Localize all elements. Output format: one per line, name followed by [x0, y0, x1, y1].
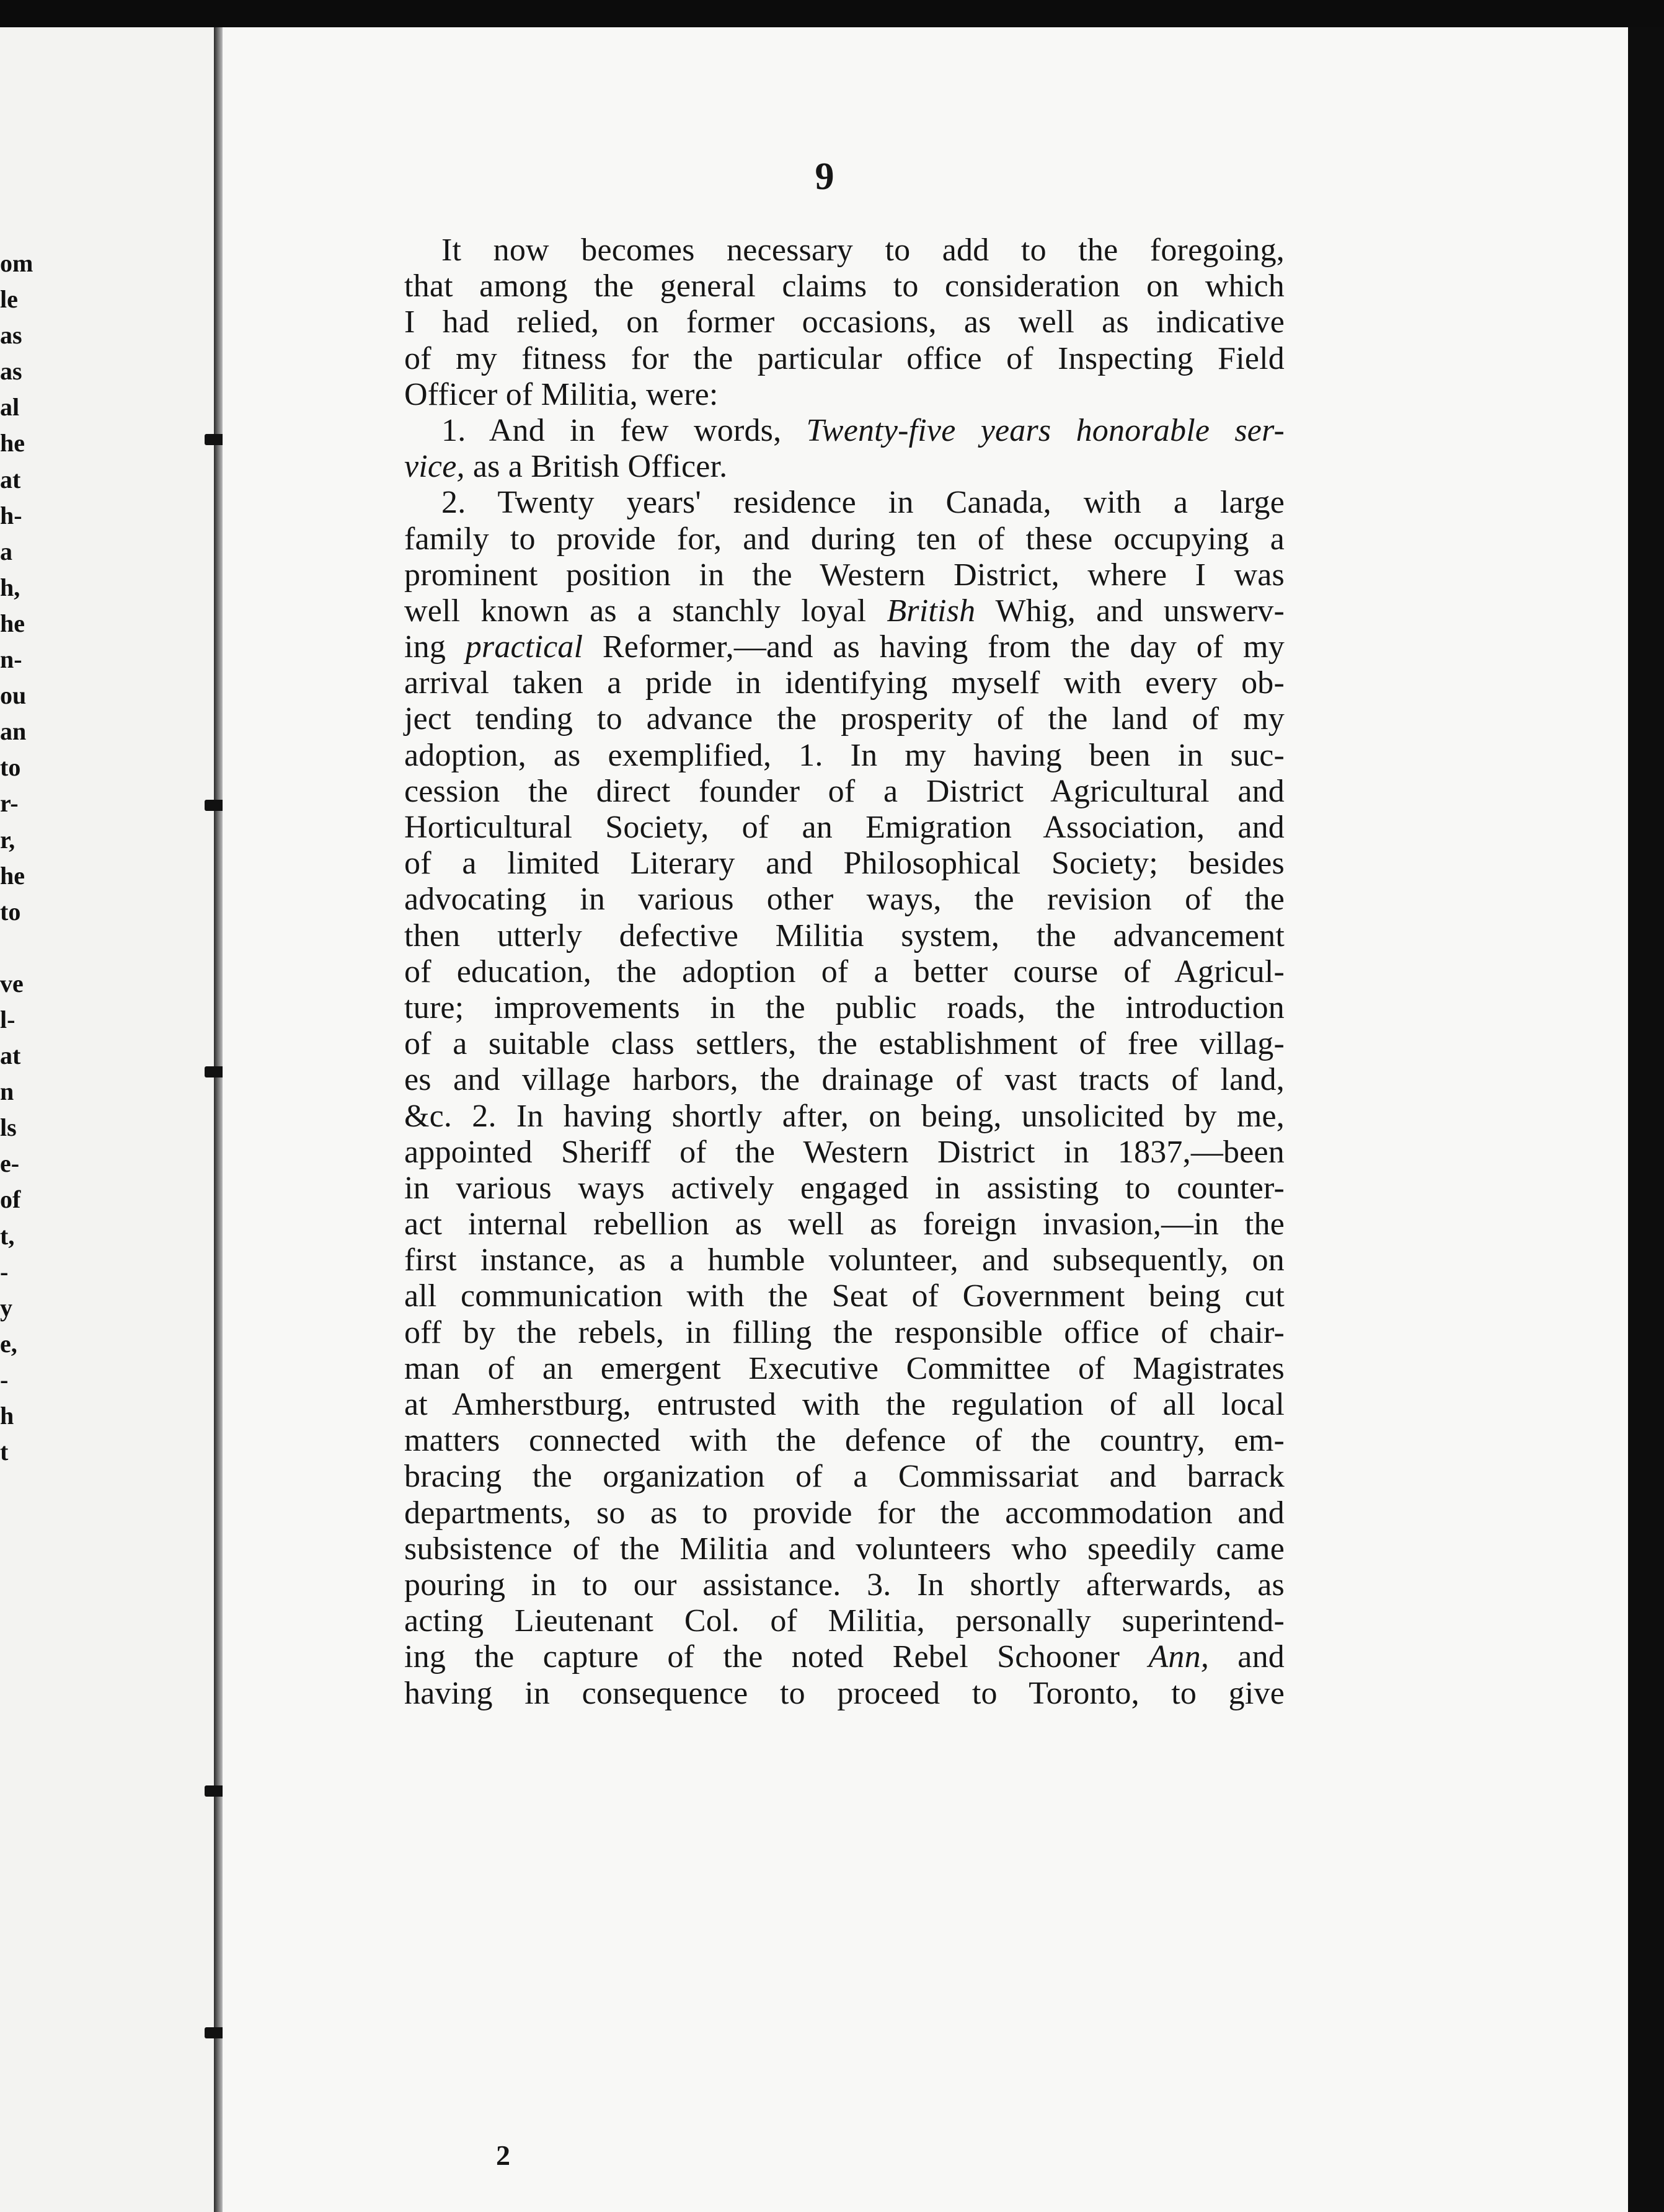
facing-page-fragment: - [0, 1365, 9, 1394]
text-run: arrival taken a pride in identifying myself with every ob- [404, 665, 1285, 701]
scan-right-border [1628, 27, 1664, 2212]
facing-page-fragment: y [0, 1293, 12, 1322]
facing-page-fragment [0, 930, 56, 966]
facing-page-fragment: r, [0, 825, 15, 854]
text-line [404, 738, 1285, 774]
text-line [404, 990, 1285, 1026]
italic-text: British [887, 593, 976, 629]
text-line [404, 1676, 1285, 1712]
signature-mark: 2 [496, 2139, 510, 2171]
facing-page-fragment: as [0, 357, 22, 386]
text-run: Horticultural Society, of an Emigration Association, and [404, 810, 1285, 845]
text-line [404, 774, 1285, 810]
text-run: family to provide for, and during ten of these occupying a [404, 521, 1285, 557]
text-line [404, 1206, 1285, 1242]
text-line [404, 413, 1285, 449]
facing-page-fragment: as [0, 321, 22, 350]
text-run: It now becomes necessary to add to the foregoing, [441, 232, 1285, 268]
text-line [404, 1170, 1285, 1206]
text-run: off by the rebels, in filling the responsible office of chair- [404, 1314, 1285, 1350]
text-run: act internal rebellion as well as foreign invasion,—in the [404, 1206, 1285, 1242]
text-line [404, 1495, 1285, 1531]
facing-page-fragment: n- [0, 645, 22, 674]
page-number: 9 [815, 156, 834, 198]
text-run: all communication with the Seat of Government being cut [404, 1278, 1285, 1314]
text-run: I had relied, on former occasions, as well as indicative [404, 304, 1285, 340]
text-run: well known as a stanchly loyal [404, 593, 887, 629]
facing-page-edge [0, 27, 214, 2212]
text-run: of my fitness for the particular office of Inspecting Field [404, 340, 1285, 376]
text-run: prominent position in the Western District, where I was [404, 557, 1285, 593]
facing-page-fragment: he [0, 861, 25, 890]
facing-page-text-fragments [0, 246, 56, 1470]
text-line [404, 1459, 1285, 1495]
text-run: departments, so as to provide for the accommodation and [404, 1495, 1285, 1531]
facing-page-fragment: h [0, 1402, 14, 1430]
text-line [404, 593, 1285, 629]
scan-top-border [0, 0, 1664, 27]
italic-text: practical [465, 629, 583, 665]
facing-page-fragment: h- [0, 501, 22, 529]
text-line [404, 304, 1285, 340]
text-line [404, 665, 1285, 701]
text-line [404, 1603, 1285, 1639]
facing-page-fragment: e, [0, 1329, 17, 1358]
text-run: Reformer,—and as having from the day of my [583, 629, 1285, 665]
facing-page-fragment: at [0, 465, 21, 493]
text-line [404, 1351, 1285, 1387]
text-line [404, 1026, 1285, 1062]
facing-page-fragment: to [0, 897, 21, 926]
facing-page-fragment: an [0, 717, 27, 746]
text-run: then utterly defective Militia system, the advancement [404, 918, 1285, 953]
text-run: bracing the organization of a Commissariat and barrack [404, 1459, 1285, 1495]
facing-page-fragment: of [0, 1185, 21, 1214]
text-line [404, 1423, 1285, 1459]
text-line [404, 1387, 1285, 1423]
text-line [404, 1315, 1285, 1351]
text-line [404, 846, 1285, 882]
text-run: acting Lieutenant Col. of Militia, personally superintend- [404, 1603, 1285, 1639]
facing-page-fragment: ve [0, 969, 24, 998]
text-line [404, 918, 1285, 954]
text-line [404, 1531, 1285, 1567]
text-run: es and village harbors, the drainage of vast tracts of land, [404, 1062, 1285, 1098]
text-run: in various ways actively engaged in assisting to counter- [404, 1170, 1285, 1206]
text-run: of a limited Literary and Philosophical Society; besides [404, 846, 1285, 882]
facing-page-fragment: t, [0, 1221, 15, 1250]
text-run: matters connected with the defence of the country, em- [404, 1423, 1285, 1459]
text-line [404, 521, 1285, 557]
text-line [404, 701, 1285, 737]
text-run: that among the general claims to consideration on which [404, 268, 1285, 304]
facing-page-fragment: r- [0, 789, 19, 818]
text-run: ture; improvements in the public roads, the introduction [404, 989, 1285, 1025]
text-run: Officer of Militia, were: [404, 376, 719, 412]
facing-page-fragment: le [0, 285, 18, 314]
text-run: &c. 2. In having shortly after, on being, unsolicited by me, [404, 1098, 1285, 1134]
text-line [404, 1062, 1285, 1098]
text-run: adoption, as exemplified, 1. In my having been in suc- [404, 737, 1285, 773]
book-gutter [214, 27, 223, 2212]
facing-page-fragment: ou [0, 681, 27, 710]
text-run: as a British Officer. [464, 449, 728, 485]
text-run: and [1209, 1639, 1285, 1675]
italic-text: vice, [404, 449, 465, 485]
text-line [404, 341, 1285, 377]
facing-page-fragment: he [0, 429, 25, 458]
text-line [404, 1567, 1285, 1603]
text-run: 2. Twenty years' residence in Canada, with a large [441, 485, 1285, 521]
facing-page-fragment: he [0, 609, 25, 637]
facing-page-fragment: t [0, 1438, 9, 1466]
text-line [404, 232, 1285, 268]
text-run: of education, the adoption of a better course of Agricul- [404, 953, 1285, 989]
text-run: ing [404, 629, 466, 665]
text-line [404, 1099, 1285, 1135]
text-line [404, 1242, 1285, 1278]
text-line [404, 485, 1285, 521]
facing-page-fragment: a [0, 537, 12, 565]
facing-page-fragment: n [0, 1077, 14, 1106]
text-line [404, 377, 1285, 413]
text-line [404, 810, 1285, 846]
text-run: man of an emergent Executive Committee of Magistrates [404, 1350, 1285, 1386]
text-run: ing the capture of the noted Rebel Schooner [404, 1639, 1149, 1675]
facing-page-fragment: e- [0, 1149, 20, 1178]
text-run: of a suitable class settlers, the establishment of free villag- [404, 1026, 1285, 1062]
text-run: pouring in to our assistance. 3. In shortly afterwards, as [404, 1567, 1285, 1603]
facing-page-fragment: ls [0, 1113, 17, 1142]
facing-page-fragment: h, [0, 573, 20, 601]
italic-text: Twenty-five years honorable ser- [806, 412, 1285, 448]
text-run: subsistence of the Militia and volunteers who speedily came [404, 1531, 1285, 1567]
facing-page-fragment: to [0, 753, 21, 782]
facing-page-fragment: om [0, 249, 33, 277]
facing-page-fragment: at [0, 1042, 21, 1070]
body-text [404, 232, 1285, 1712]
text-run: first instance, as a humble volunteer, and subsequently, on [404, 1242, 1285, 1278]
facing-page-fragment: - [0, 1257, 9, 1286]
facing-page-fragment: al [0, 393, 20, 422]
italic-text: Ann, [1148, 1639, 1210, 1675]
text-run: Whig, and unswerv- [975, 593, 1285, 629]
text-line [404, 557, 1285, 593]
text-run: cession the direct founder of a District Agricultural and [404, 773, 1285, 809]
text-run: at Amherstburg, entrusted with the regulation of all local [404, 1387, 1285, 1422]
text-line [404, 954, 1285, 990]
text-line [404, 629, 1285, 665]
text-run: ject tending to advance the prosperity of the land of my [404, 701, 1285, 737]
text-run: appointed Sheriff of the Western District in 1837,—been [404, 1134, 1285, 1170]
text-line [404, 449, 1285, 485]
text-line [404, 882, 1285, 918]
facing-page-fragment: l- [0, 1005, 15, 1033]
text-run: 1. And in few words, [441, 412, 807, 448]
text-run: having in consequence to proceed to Toronto, to give [404, 1675, 1285, 1711]
text-line [404, 1639, 1285, 1675]
text-line [404, 268, 1285, 304]
text-line [404, 1135, 1285, 1170]
text-line [404, 1278, 1285, 1314]
text-run: advocating in various other ways, the revision of the [404, 882, 1285, 918]
